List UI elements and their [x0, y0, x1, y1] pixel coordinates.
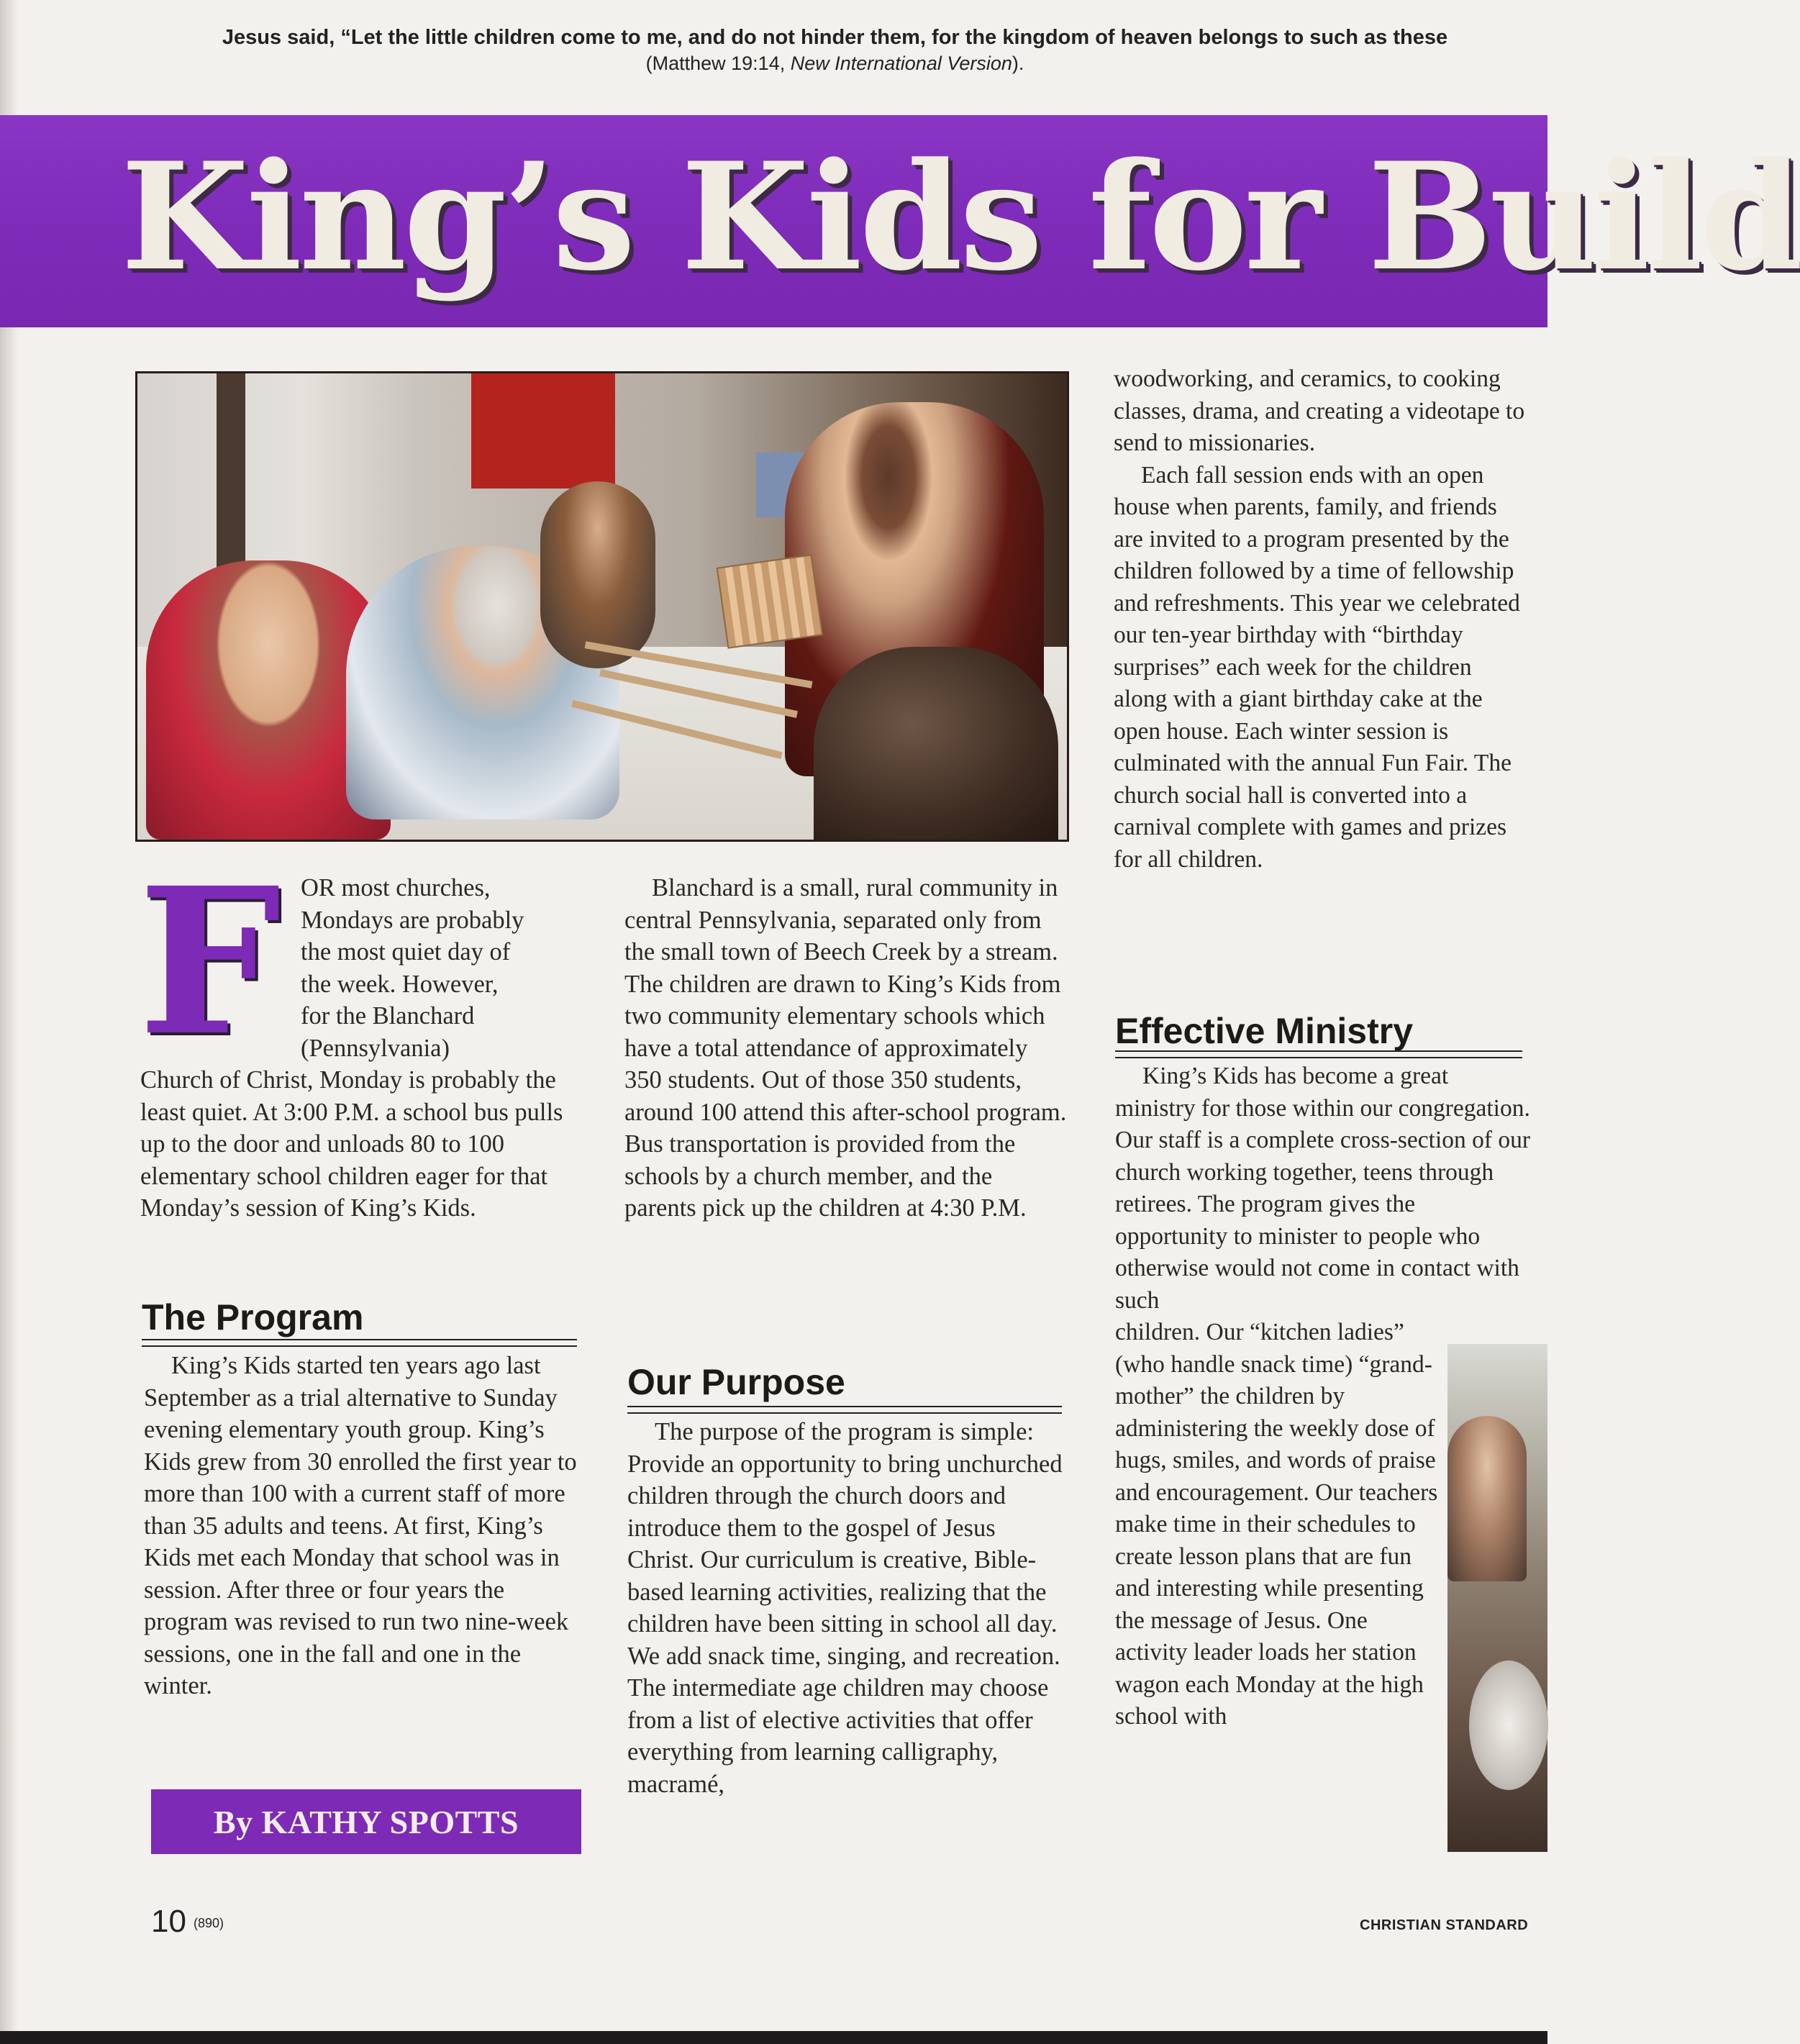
effective-body-full	[1115, 1060, 1532, 1317]
blanchard-paragraph: Blanchard is a small, rural community in central Pennsylvania, separated only from the small town of Beech Creek by a stream. The children are drawn to King’s Kids from two community elementary schools which have a total attendance of approximately 350 students. Out of those 350 students, around 100 attend this after-school program. Bus transportation is provided from the schools by a church member, and the parents pick up the children at 4:30 P.M.	[624, 874, 1067, 1222]
intro-line: for the Blanchard	[301, 1002, 475, 1030]
intro-line: Mondays are probably	[301, 906, 524, 934]
intro-line: the week. However,	[301, 970, 499, 998]
heading-our-purpose: Our Purpose	[627, 1362, 845, 1402]
program-paragraph: King’s Kids started ten years ago last September as a trial alternative to Sunday evening elementary youth group. King’s Kids grew from 30 enrolled the first year to more than 100 with a current staff of more than 35 adults and teens. At first, King’s Kids met each Monday that school was in session. After three or four years the program was revised to run two nine-week sessions, one in the fall and one in the winter.	[144, 1352, 577, 1699]
quote-citation	[122, 53, 1547, 75]
drop-cap: F	[138, 844, 281, 1081]
intro-wrapped-text	[301, 872, 588, 1064]
effective-paragraph: King’s Kids has become a great ministry for those within our congregation. Our staff is a complete cross-section of our church working together, teens through retirees. The program gives the opportunity to minister to people who otherwise would not come in contact with such	[1115, 1063, 1531, 1314]
main-photo	[135, 371, 1069, 842]
purpose-paragraph: The purpose of the program is simple: Provide an opportunity to bring unchurched children through the church doors and introduce them to the gospel of Jesus Christ. Our curriculum is creative, Bible-based learning activities, realizing that the children have been sitting in school all day. We add snack time, singing, and recreation. The intermediate age children may choose from a list of elective activities that offer everything from learning calligraphy, macramé,	[627, 1418, 1063, 1798]
heading-rule	[1115, 1050, 1522, 1058]
citation-suffix: ).	[1012, 53, 1024, 74]
page-bottom-edge	[0, 2031, 1547, 2044]
page-number	[151, 1904, 224, 1940]
title-banner	[0, 115, 1800, 327]
effective-paragraph-continued: children. Our “kitchen ladies” (who handle snack time) “grand-mother” the children by administering the weekly dose of hugs, smiles, and words of praise and encouragement. Our teachers make time in their schedules to create lesson plans that are fun and interesting while presenting the message of Jesus. One activity leader loads her station wagon each Monday at the high school with	[1115, 1319, 1438, 1730]
heading-rule	[142, 1339, 577, 1347]
intro-rest: Church of Christ, Monday is probably the least quiet. At 3:00 P.M. a school bus pulls up to the door and unloads 80 to 100 elementary school children eager for that Monday’s session of King’s Kids.	[140, 1066, 563, 1222]
intro-line: OR most churches,	[301, 874, 491, 901]
magazine-name: CHRISTIAN STANDARD	[1360, 1917, 1529, 1933]
article-title: King’s Kids for Build	[121, 131, 1800, 304]
col3-paragraph-1: woodworking, and ceramics, to cooking classes, drama, and creating a videotape to send to missionaries.	[1114, 365, 1525, 456]
effective-body-narrow	[1115, 1317, 1439, 1733]
intro-line: the most quiet day of	[301, 938, 511, 966]
citation-prefix: (Matthew 19:14,	[645, 53, 791, 74]
page-number-value: 10	[151, 1904, 186, 1939]
intro-paragraph	[140, 1064, 586, 1225]
purpose-body	[627, 1416, 1068, 1800]
byline: By KATHY SPOTTS	[151, 1789, 581, 1854]
intro-line: (Pennsylvania)	[301, 1034, 450, 1062]
heading-the-program: The Program	[142, 1297, 364, 1337]
heading-effective-ministry: Effective Ministry	[1115, 1011, 1414, 1051]
scripture-quote	[122, 26, 1547, 75]
column-three	[1114, 363, 1531, 876]
program-body	[144, 1350, 583, 1702]
side-photo	[1447, 1344, 1547, 1852]
citation-version: New International Version	[790, 53, 1012, 74]
quote-line: Jesus said, “Let the little children come to me, and do not hinder them, for the kingdom of heaven belongs to such as these	[222, 26, 1448, 49]
column-two	[624, 872, 1069, 1225]
heading-rule	[627, 1406, 1062, 1414]
col3-paragraph-2: Each fall session ends with an open house when parents, family, and friends are invited to a program presented by the children followed by a time of fellowship and refreshments. This year we celebrated our ten-year birthday with “birthday surprises” each week for the children along with a giant birthday cake at the open house. Each winter session is culminated with the annual Fun Fair. The church social hall is converted into a carnival complete with games and prizes for all children.	[1114, 461, 1520, 873]
page-code: (890)	[193, 1915, 224, 1930]
